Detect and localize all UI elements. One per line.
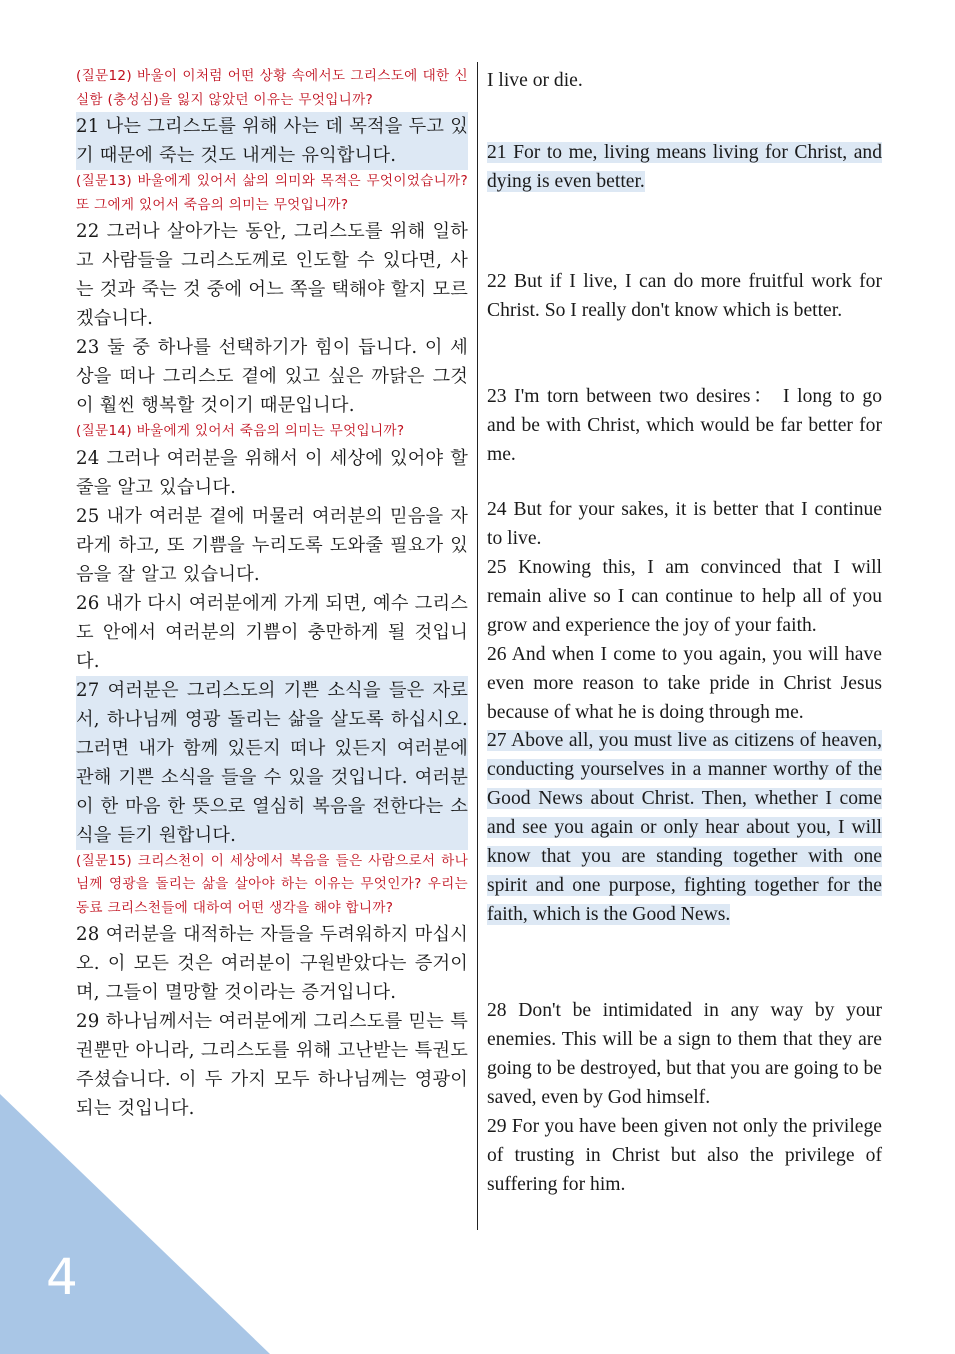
korean-verse-27: 27 여러분은 그리스도의 기쁜 소식을 들은 자로서, 하나님께 영광 돌리는 삶을 살도록 하십시오. 그러면 내가 함께 있든지 떠나 있든지 여러분에 관해 기쁜 소식을 들을 수 있을 것입니다. 여러분이 한 마음 한 뜻으로 열심히 복음을 전한다는 소식을 듣기 원합니다. bbox=[76, 676, 468, 850]
english-verse-27 bbox=[487, 726, 882, 929]
korean-verse-23: 23 둘 중 하나를 선택하기가 힘이 듭니다. 이 세상을 떠나 그리스도 곁에 있고 싶은 까닭은 그것이 훨씬 행복할 것이기 때문입니다. bbox=[76, 337, 468, 416]
korean-column bbox=[76, 65, 468, 1123]
english-verse-29: 29 For you have been given not only the privilege of trusting in Christ but also the privilege of suffering for him. bbox=[487, 1116, 882, 1195]
korean-verse-24: 24 그러나 여러분을 위해서 이 세상에 있어야 할 줄을 알고 있습니다. bbox=[76, 447, 468, 498]
corner-triangle-decoration bbox=[0, 1094, 270, 1354]
english-verse-22: 22 But if I live, I can do more fruitful work for Christ. So I really don't know which is better. bbox=[487, 271, 882, 321]
english-verse-21 bbox=[487, 138, 882, 196]
page-number: 4 bbox=[46, 1248, 78, 1306]
question-14: (질문14) 바울에게 있어서 죽음의 의미는 무엇입니까? bbox=[76, 423, 405, 439]
korean-verse-25: 25 내가 여러분 곁에 머물러 여러분의 믿음을 자라게 하고, 또 기쁨을 누리도록 도와줄 필요가 있음을 잘 알고 있습니다. bbox=[76, 505, 468, 585]
english-verse-28: 28 Don't be intimidated in any way by your enemies. This will be a sign to them that they are going to be destroyed, but that you are going to be saved, even by God himself. bbox=[487, 1000, 882, 1108]
korean-verse-26: 26 내가 다시 여러분에게 가게 되면, 예수 그리스도 안에서 여러분의 기쁨이 충만하게 될 것입니다. bbox=[76, 592, 468, 672]
korean-verse-22: 22 그러나 살아가는 동안, 그리스도를 위해 일하고 사람들을 그리스도께로 인도할 수 있다면, 사는 것과 죽는 것 중에 어느 쪽을 택해야 할지 모르겠습니다. bbox=[76, 221, 468, 329]
english-verse-23: 23 I'm torn between two desires： I long to go and be with Christ, which would be far better for me. bbox=[487, 386, 882, 465]
english-verse-20-tail: I live or die. bbox=[487, 70, 583, 91]
column-divider bbox=[477, 62, 478, 1230]
english-verse-27-text: 27 Above all, you must live as citizens of heaven, conducting yourselves in a manner worthy of the Good News about Christ. Then, whether I come and see you again or only hear about you, I will know that you are standing together with one spirit and one purpose, fighting together for the faith, which is the Good News. bbox=[487, 730, 882, 925]
question-15: (질문15) 크리스천이 이 세상에서 복음을 들은 사람으로서 하나님께 영광을 돌리는 삶을 살아야 하는 이유는 무엇인가? 우리는 동료 크리스천들에 대하여 어떤 생각을 해야 합니까? bbox=[76, 852, 468, 916]
korean-verse-21: 21 나는 그리스도를 위해 사는 데 목적을 두고 있기 때문에 죽는 것도 내게는 유익합니다. bbox=[76, 112, 468, 170]
korean-verse-28: 28 여러분을 대적하는 자들을 두려워하지 마십시오. 이 모든 것은 여러분이 구원받았다는 증거이며, 그들이 멸망할 것이라는 증거입니다. bbox=[76, 924, 468, 1003]
english-verse-25: 25 Knowing this, I am convinced that I will remain alive so I can continue to help all of you grow and experience the joy of your faith. bbox=[487, 557, 882, 636]
english-verse-21-text: 21 For to me, living means living for Christ, and dying is even better. bbox=[487, 142, 882, 192]
english-column bbox=[487, 0, 882, 1354]
korean-verse-29: 29 하나님께서는 여러분에게 그리스도를 믿는 특권뿐만 아니라, 그리스도를 위해 고난받는 특권도 주셨습니다. 이 두 가지 모두 하나님께는 영광이 되는 것입니다. bbox=[76, 1011, 468, 1119]
english-verse-24: 24 But for your sakes, it is better that I continue to live. bbox=[487, 499, 882, 549]
question-12: (질문12) 바울이 이처럼 어떤 상황 속에서도 그리스도에 대한 신실함 (충성심)을 잃지 않았던 이유는 무엇입니까? bbox=[76, 68, 468, 108]
question-13: (질문13) 바울에게 있어서 삶의 의미와 목적은 무엇이었습니까? 또 그에게 있어서 죽음의 의미는 무엇입니까? bbox=[76, 173, 468, 213]
english-verse-26: 26 And when I come to you again, you will have even more reason to take pride in Christ Jesus because of what he is doing through me. bbox=[487, 644, 882, 723]
